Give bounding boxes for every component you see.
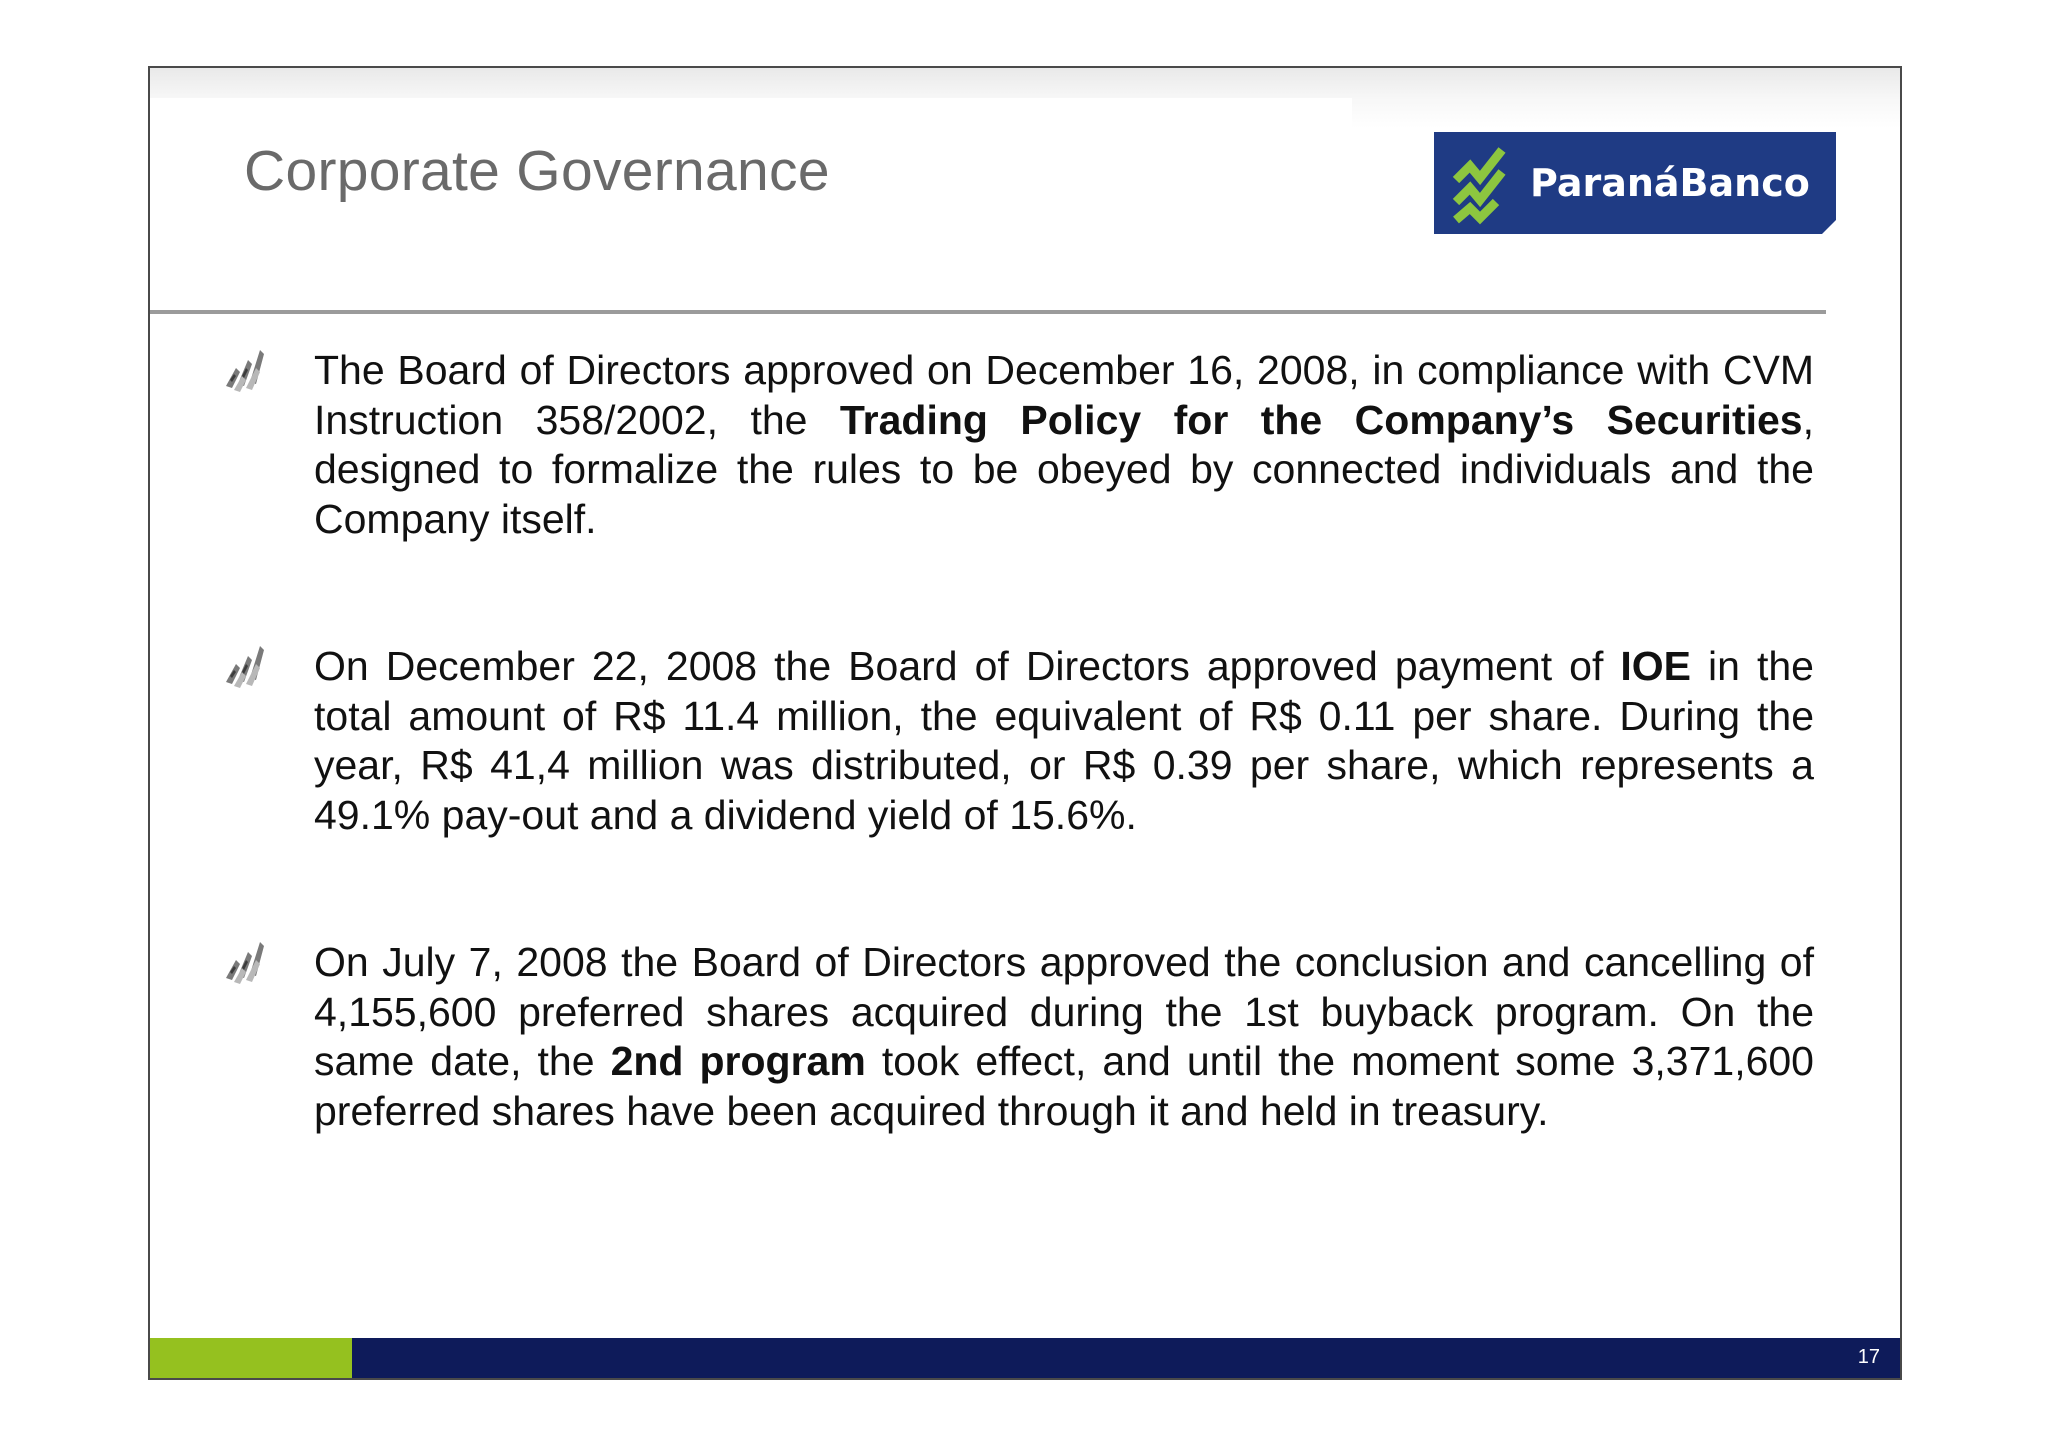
bullet-text — [314, 346, 1814, 544]
logo-wordmark: ParanáBanco — [1530, 161, 1810, 205]
page-number: 17 — [1857, 1346, 1880, 1368]
bold-text-segment: IOE — [1620, 643, 1692, 689]
text-segment: took effect, and until the moment some 3,371,600 preferred shares have been acquired through it and held in treasury. — [314, 1038, 1814, 1134]
text-segment: On December 22, 2008 the Board of Directors approved payment of — [314, 643, 1621, 689]
bullet-pen-icon — [222, 938, 268, 984]
bullet-pen-icon — [222, 642, 268, 688]
text-segment: The Board of Directors approved on December 16, 2008, in compliance with CVM Instruction 358/2002, the — [314, 347, 1814, 443]
text-segment: in the total amount of R$ 11.4 million, the equivalent of R$ 0.11 per share. During the year, R$ 41,4 million was distributed, or R$ 0.39 per share, which represents a 49.1% pay-out and a dividend yield of 15.6%. — [314, 643, 1814, 838]
slide-title: Corporate Governance — [244, 139, 830, 203]
slide — [148, 66, 1902, 1380]
bullet-pen-icon — [222, 346, 268, 392]
bullet-list — [150, 68, 1900, 1378]
footer-bar — [150, 1338, 1900, 1378]
bold-text-segment: 2nd program — [610, 1038, 866, 1084]
bullet-text — [314, 938, 1814, 1136]
text-segment: On July 7, 2008 the Board of Directors approved the conclusion and cancelling of 4,155,600 preferred shares acquired during the 1st buyback program. On the same date, the — [314, 939, 1814, 1084]
bold-text-segment: Trading Policy for the Company’s Securities — [839, 396, 1803, 443]
bullet-text — [314, 642, 1814, 840]
text-segment: , designed to formalize the rules to be obeyed by connected individuals and the Company itself. — [314, 396, 1814, 542]
footer-accent — [150, 1338, 352, 1378]
